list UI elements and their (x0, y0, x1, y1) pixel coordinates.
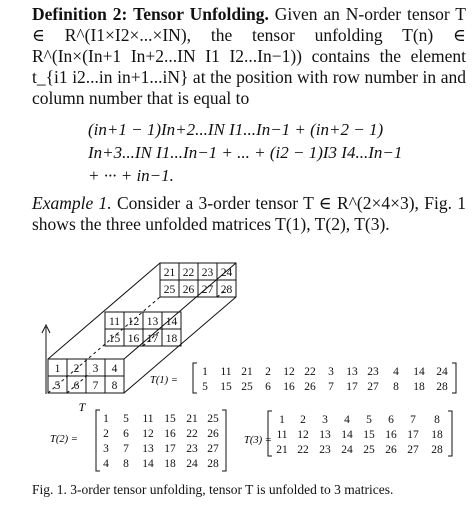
t3-cell: 5 (366, 414, 372, 426)
t1-cell: 6 (265, 381, 271, 393)
t2-cell: 1 (103, 413, 109, 425)
t2-cell: 15 (164, 413, 176, 425)
t2-cell: 13 (142, 443, 154, 455)
t1-cell: 21 (241, 366, 253, 378)
t3-cell: 3 (322, 414, 328, 426)
t2-cell: 17 (164, 443, 176, 455)
t3-cell: 27 (407, 444, 419, 456)
t1-cell: 14 (413, 366, 425, 378)
back-cell: 27 (201, 284, 214, 296)
t3-cell: 24 (341, 444, 353, 456)
t2-cell: 11 (142, 413, 154, 425)
t2-cell: 26 (207, 428, 219, 440)
t2-cell: 5 (123, 413, 129, 425)
t1-cell: 28 (436, 381, 448, 393)
t3-cell: 15 (363, 429, 375, 441)
middle-cell: 12 (127, 316, 140, 328)
t3-cell: 16 (385, 429, 397, 441)
front-cell: 4 (111, 363, 118, 375)
definition-line-3: t_{i1 i2...in in+1...iN} at the position with row number in and (32, 67, 466, 87)
t2-cell: 3 (103, 443, 109, 455)
front-cell: 2 (73, 363, 80, 375)
definition-line-2: T(n) ∈ R^(In×(In+1 In+2...IN I1 I2...In−1)) contains the element (32, 25, 466, 66)
t1-cell: 3 (328, 366, 334, 378)
t2-cell: 4 (103, 458, 109, 470)
t1-cell: 11 (220, 366, 232, 378)
t3-cell: 11 (276, 429, 288, 441)
t2-cell: 28 (207, 458, 219, 470)
back-cell: 24 (220, 267, 233, 279)
t2-cell: 23 (186, 443, 198, 455)
definition-title: Tensor Unfolding. (133, 4, 269, 24)
t2-cell: 7 (123, 443, 129, 455)
t1-cell: 25 (241, 381, 253, 393)
t2-cell: 2 (103, 428, 109, 440)
front-cell: 5 (54, 380, 61, 392)
definition-label: Definition (32, 4, 107, 24)
t1-cell: 26 (304, 381, 316, 393)
middle-cell: 15 (108, 333, 121, 345)
t2-cell: 12 (142, 428, 154, 440)
definition-line-4: column number that is equal to (32, 88, 250, 108)
t1-label: T(1) = (150, 375, 178, 386)
front-cell: 1 (54, 363, 61, 375)
definition-paragraph (32, 4, 466, 109)
t1-cell: 8 (393, 381, 399, 393)
t1-cell: 16 (283, 381, 295, 393)
t1-cell: 22 (304, 366, 316, 378)
t3-cell: 22 (297, 444, 309, 456)
t3-brackets (268, 411, 452, 456)
t1-cell: 23 (367, 366, 379, 378)
t3-cell: 26 (385, 444, 397, 456)
definition-number: 2: (112, 4, 128, 24)
t2-cell: 25 (207, 413, 219, 425)
figure-caption: Fig. 1. 3-order tensor unfolding, tensor T is unfolded to 3 matrices. (32, 482, 394, 497)
equation-line-3: + ··· + in−1. (88, 166, 174, 185)
t2-cell: 27 (207, 443, 219, 455)
t2-cell: 6 (123, 428, 129, 440)
example-paragraph (32, 193, 466, 235)
t2-label: T(2) = (50, 434, 78, 445)
middle-cell: 14 (165, 316, 178, 328)
t3-cell: 13 (319, 429, 331, 441)
t1-cell: 7 (328, 381, 334, 393)
front-cell: 8 (111, 380, 118, 392)
t3-cell: 6 (388, 414, 394, 426)
t3-cell: 8 (434, 414, 440, 426)
t1-cell: 2 (265, 366, 271, 378)
t2-cell: 24 (186, 458, 198, 470)
middle-cell: 11 (108, 316, 121, 328)
t3-label: T(3) = (244, 435, 272, 446)
t3-cell: 4 (344, 414, 350, 426)
example-text: Consider a 3-order tensor T ∈ R^(2×4×3), Fig. 1 shows the three unfolded matrices T(1), T(2), T(3). (32, 193, 467, 234)
tensor-unfolding-figure (0, 255, 474, 485)
t3-cell: 14 (341, 429, 353, 441)
t3-cell: 2 (300, 414, 306, 426)
t3-cell: 21 (276, 444, 288, 456)
t1-cell: 24 (436, 366, 448, 378)
t1-cell: 18 (413, 381, 425, 393)
t1-cell: 27 (367, 381, 379, 393)
t3-cell: 25 (363, 444, 375, 456)
t3-cell: 17 (407, 429, 419, 441)
t1-cell: 4 (393, 366, 399, 378)
t2-cell: 16 (164, 428, 176, 440)
t1-cell: 15 (220, 381, 232, 393)
t3-cell: 1 (279, 414, 285, 426)
back-cell: 22 (182, 267, 195, 279)
middle-cell: 16 (127, 333, 140, 345)
t3-cell: 7 (410, 414, 416, 426)
t2-cell: 18 (164, 458, 176, 470)
t2-cell: 8 (123, 458, 129, 470)
t2-cell: 22 (186, 428, 198, 440)
t3-cell: 18 (431, 429, 443, 441)
front-cell: 7 (92, 380, 99, 392)
t1-cell: 5 (202, 381, 208, 393)
t3-cell: 23 (319, 444, 331, 456)
middle-cell: 13 (146, 316, 159, 328)
definition-line-1: Given an N-order tensor T ∈ R^(I1×I2×...×IN), the tensor unfolding (32, 4, 466, 45)
back-cell: 28 (220, 284, 233, 296)
front-cell: 3 (92, 363, 99, 375)
t2-cell: 21 (186, 413, 198, 425)
equation-line-2: In+3...IN I1...In−1 + ... + (i2 − 1)I3 I4...In−1 (88, 143, 403, 162)
t3-cell: 28 (431, 444, 443, 456)
middle-cell: 17 (146, 333, 159, 345)
t1-cell: 17 (346, 381, 358, 393)
t3-cell: 12 (297, 429, 309, 441)
t1-cell: 12 (283, 366, 295, 378)
t1-cell: 1 (202, 366, 208, 378)
back-cell: 21 (163, 267, 176, 279)
back-cell: 26 (182, 284, 195, 296)
middle-cell: 18 (165, 333, 178, 345)
t1-cell: 13 (346, 366, 358, 378)
back-cell: 25 (163, 284, 176, 296)
front-cell: 6 (73, 380, 80, 392)
back-cell: 23 (201, 267, 214, 279)
t2-cell: 14 (142, 458, 154, 470)
example-label: Example 1. (32, 193, 112, 213)
equation-line-1: (in+1 − 1)In+2...IN I1...In−1 + (in+2 − 1) (88, 120, 384, 139)
tensor-label: T (78, 400, 86, 414)
